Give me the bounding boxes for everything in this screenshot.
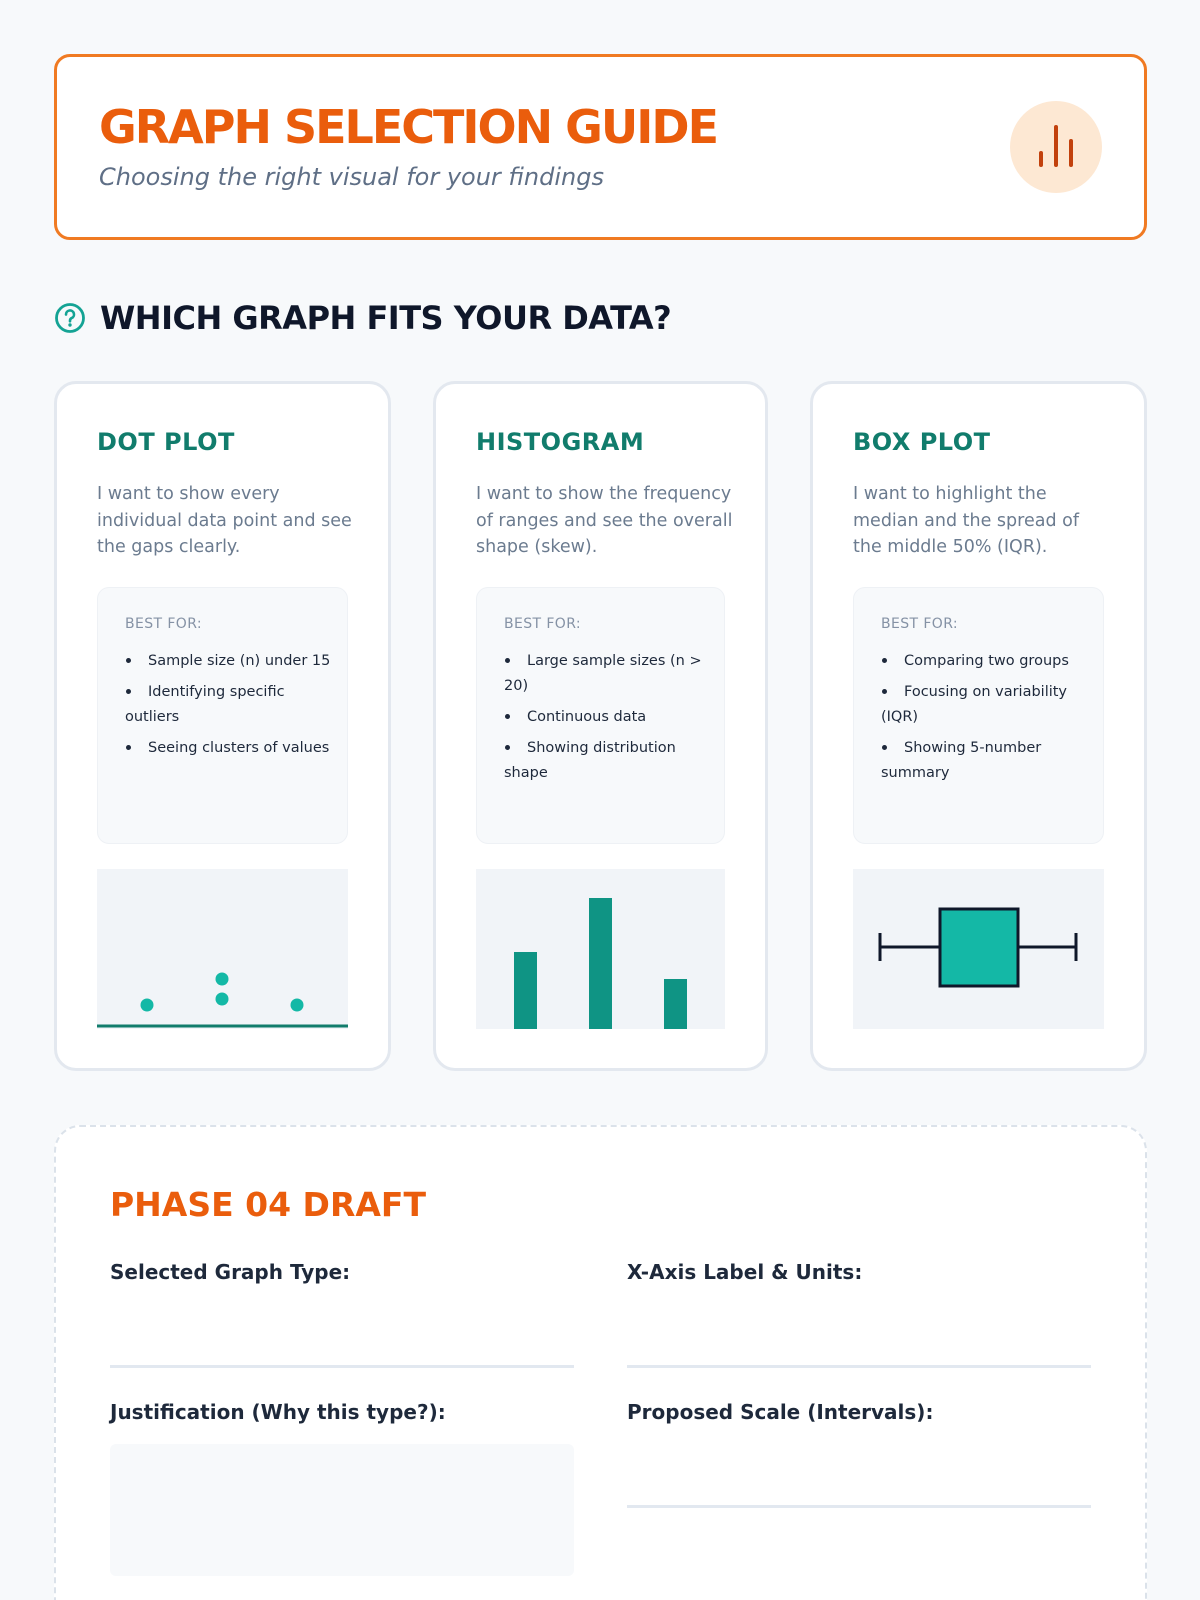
bullet-icon [505, 745, 510, 750]
bullet-icon [882, 745, 887, 750]
list-item-text: Continuous data [527, 709, 647, 725]
bullet-icon [882, 689, 887, 694]
card-box-plot [810, 381, 1147, 1071]
list-item-text: Large sample sizes (n > 20) [504, 653, 702, 694]
scale-field[interactable] [627, 1505, 1091, 1508]
list-item-text: Showing 5-number summary [881, 740, 1042, 781]
list-item [504, 736, 710, 786]
dot-plot-illustration [97, 869, 348, 1029]
bar-chart-icon [1010, 101, 1102, 193]
list-item [125, 649, 333, 674]
bullet-icon [126, 658, 131, 663]
list-item-text: Sample size (n) under 15 [148, 653, 331, 669]
list-item [504, 705, 710, 730]
list-item-text: Seeing clusters of values [148, 740, 330, 756]
list-item [881, 736, 1089, 786]
x-axis-field[interactable] [627, 1365, 1091, 1368]
card-description: I want to show the frequency of ranges and see the overall shape (skew). [476, 484, 733, 557]
histogram-illustration [476, 869, 725, 1029]
best-for-list [125, 649, 333, 761]
box-plot-illustration [853, 869, 1104, 1029]
header-card [54, 54, 1147, 240]
list-item-text: Comparing two groups [904, 653, 1069, 669]
list-item-text: Showing distribution shape [504, 740, 676, 781]
help-circle-icon [54, 302, 86, 334]
graph-type-field[interactable] [110, 1365, 574, 1368]
card-description: I want to show every individual data point and see the gaps clearly. [97, 484, 352, 557]
page-title: GRAPH SELECTION GUIDE [99, 100, 717, 154]
card-title: BOX PLOT [853, 428, 991, 456]
card-title: HISTOGRAM [476, 428, 645, 456]
bullet-icon [126, 745, 131, 750]
best-for-label: BEST FOR: [125, 616, 203, 632]
bullet-icon [126, 689, 131, 694]
best-for-label: BEST FOR: [881, 616, 959, 632]
justification-label: Justification (Why this type?): [110, 1400, 446, 1424]
best-for-box [476, 587, 725, 844]
histogram-preview [476, 869, 725, 1029]
draft-section [54, 1125, 1147, 1600]
section-title: WHICH GRAPH FITS YOUR DATA? [100, 299, 672, 337]
list-item [125, 736, 333, 761]
x-axis-label: X-Axis Label & Units: [627, 1260, 863, 1284]
histogram-bar [664, 979, 687, 1029]
list-item [881, 649, 1089, 674]
box-plot-preview [853, 869, 1104, 1029]
list-item-text: Identifying specific outliers [125, 684, 285, 725]
histogram-bar [514, 952, 537, 1029]
card-histogram [433, 381, 768, 1071]
list-item [125, 680, 333, 730]
best-for-label: BEST FOR: [504, 616, 582, 632]
header-badge [1010, 101, 1102, 193]
list-item [881, 680, 1089, 730]
bullet-icon [882, 658, 887, 663]
card-dot-plot [54, 381, 391, 1071]
card-description: I want to highlight the median and the spread of the middle 50% (IQR). [853, 484, 1079, 557]
best-for-list [504, 649, 710, 786]
justification-field[interactable] [110, 1444, 574, 1576]
best-for-box [97, 587, 348, 844]
card-title: DOT PLOT [97, 428, 235, 456]
dot-plot-preview [97, 869, 348, 1029]
bullet-icon [505, 714, 510, 719]
histogram-bar [589, 898, 612, 1029]
list-item [504, 649, 710, 699]
best-for-box [853, 587, 1104, 844]
best-for-list [881, 649, 1089, 786]
graph-type-label: Selected Graph Type: [110, 1260, 351, 1284]
bullet-icon [505, 658, 510, 663]
scale-label: Proposed Scale (Intervals): [627, 1400, 934, 1424]
page-subtitle: Choosing the right visual for your findings [99, 163, 604, 191]
list-item-text: Focusing on variability (IQR) [881, 684, 1068, 725]
draft-title: PHASE 04 DRAFT [110, 1185, 426, 1224]
section-heading [54, 294, 671, 342]
